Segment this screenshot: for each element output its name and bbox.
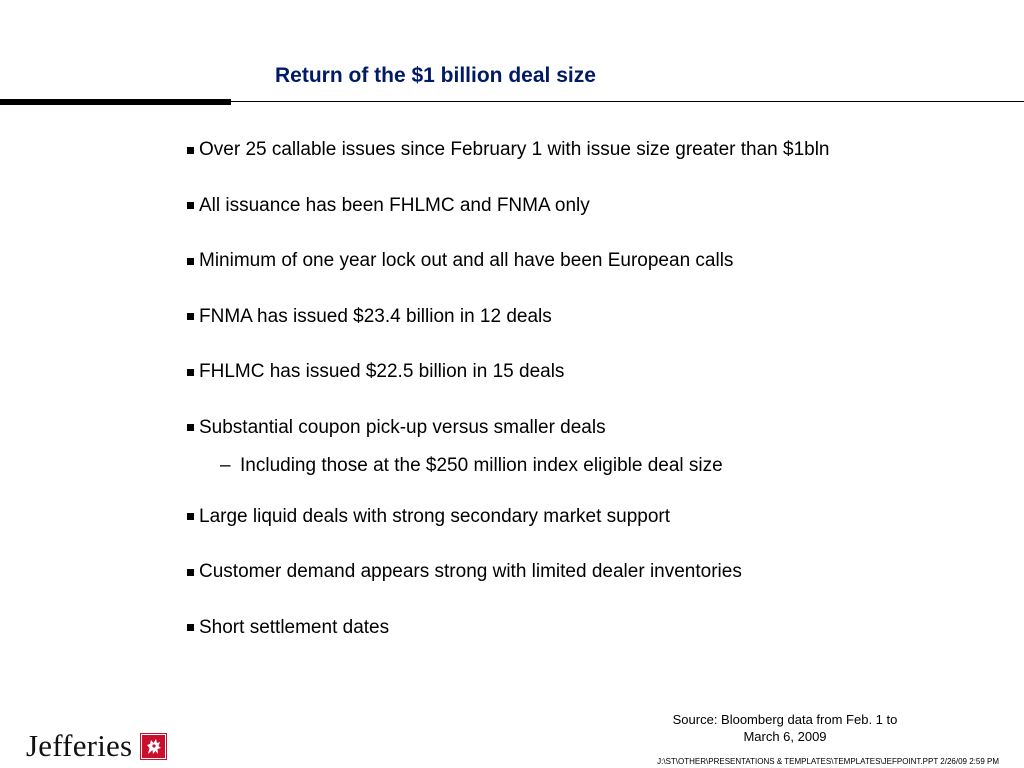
bullet-item (187, 616, 830, 640)
bullet-item (187, 560, 830, 584)
dash-bullet-icon: – (220, 454, 231, 476)
square-bullet-icon (187, 369, 194, 376)
square-bullet-icon (187, 202, 194, 209)
bullet-text: Minimum of one year lock out and all have been European calls (199, 250, 734, 271)
bullet-item (187, 249, 830, 273)
bullet-item (187, 416, 830, 440)
square-bullet-icon (187, 258, 194, 265)
square-bullet-icon (187, 424, 194, 431)
title-rule-thin (231, 101, 1024, 102)
source-note: Source: Bloomberg data from Feb. 1 to March 6, 2009 (672, 712, 898, 744)
bullet-text: Large liquid deals with strong secondary market support (199, 505, 671, 527)
bullet-item (187, 505, 830, 529)
square-bullet-icon (187, 569, 194, 576)
bullet-text: Substantial coupon pick-up versus smaller deals (199, 416, 606, 438)
square-bullet-icon (187, 513, 194, 520)
griffin-shield-icon (140, 733, 167, 760)
logo-wordmark: Jefferies (26, 728, 133, 763)
bullet-item (187, 138, 830, 162)
bullet-text: Over 25 callable issues since February 1 with issue size greater than $1bln (199, 139, 830, 160)
bullet-item (187, 194, 830, 218)
sub-bullet-text: Including those at the $250 million index eligible deal size (240, 454, 723, 476)
bullet-text: All issuance has been FHLMC and FNMA only (199, 194, 590, 216)
title-rule-thick (0, 99, 231, 105)
square-bullet-icon (187, 147, 194, 154)
bullet-item (187, 305, 830, 329)
bullet-text: FNMA has issued $23.4 billion in 12 deals (199, 305, 552, 327)
bullet-list (187, 138, 830, 671)
company-logo (26, 730, 167, 762)
bullet-text: FHLMC has issued $22.5 billion in 15 deals (199, 361, 565, 382)
bullet-text: Customer demand appears strong with limited dealer inventories (199, 561, 742, 582)
bullet-item (187, 360, 830, 384)
footer-file-path: J:\ST\OTHER\PRESENTATIONS & TEMPLATES\TEMPLATES\JEFPOINT.PPT 2/26/09 2:59 PM (657, 757, 999, 766)
slide-title: Return of the $1 billion deal size (275, 64, 596, 87)
bullet-text: Short settlement dates (199, 616, 390, 638)
square-bullet-icon (187, 313, 194, 320)
square-bullet-icon (187, 624, 194, 631)
sub-bullet-item (220, 454, 830, 478)
